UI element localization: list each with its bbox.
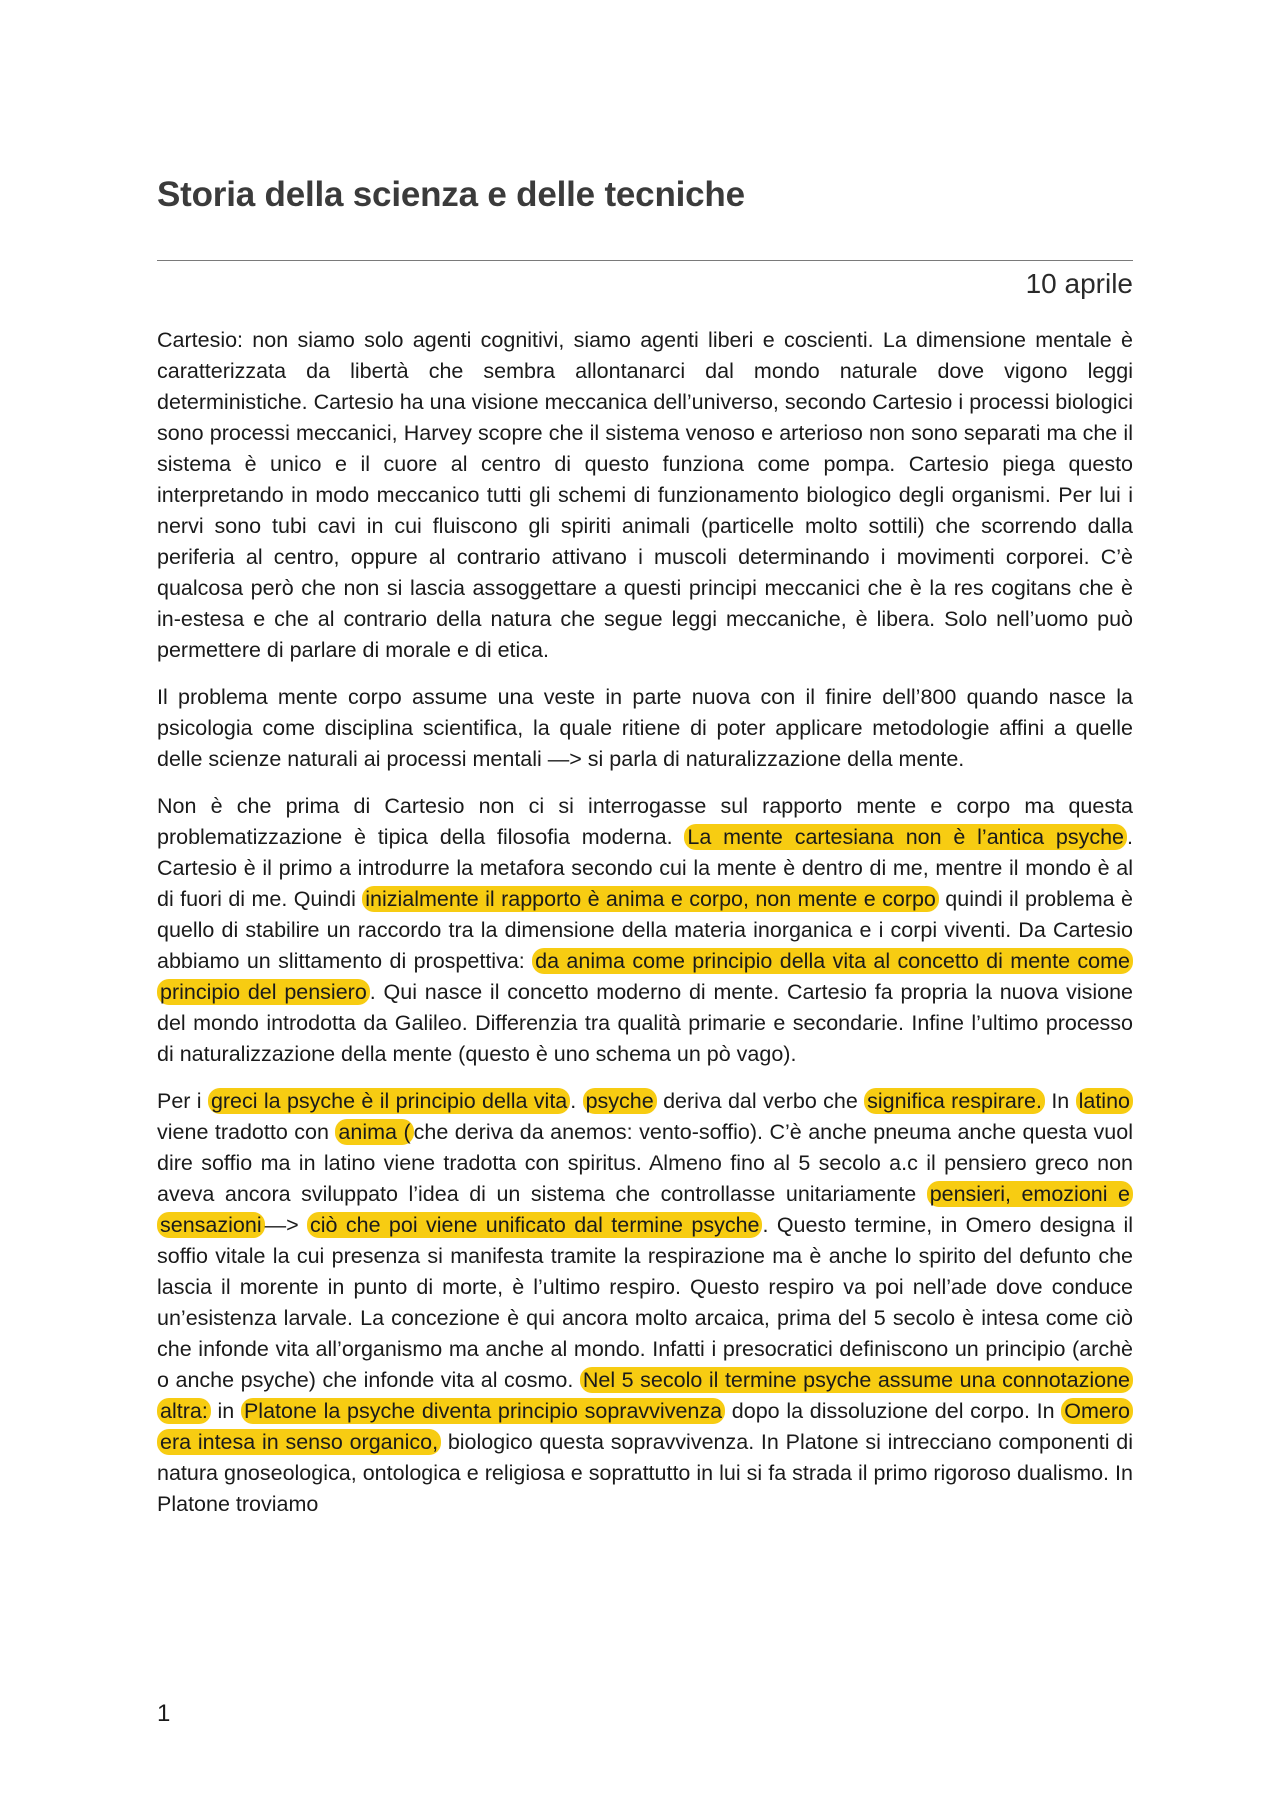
- text-run: viene tradotto con: [157, 1120, 336, 1144]
- text-run: dopo la dissoluzione del corpo. In: [725, 1399, 1062, 1423]
- paragraph: [157, 325, 1133, 666]
- lecture-date: 10 aprile: [1025, 268, 1133, 299]
- highlighted-text: ciò che poi viene unificato dal termine psyche: [307, 1212, 762, 1238]
- text-run: . Cartesio è il primo a introdurre la metafora secondo cui la mente è dentro di me, mentre il mondo è al di fuori di me. Quindi: [157, 825, 1133, 911]
- paragraph: [157, 1086, 1133, 1520]
- highlighted-text: latino: [1076, 1088, 1133, 1114]
- highlighted-text: inizialmente il rapporto è anima e corpo, non mente e corpo: [362, 886, 939, 912]
- highlighted-text: Nel 5 secolo il termine psyche assume una connotazione altra:: [157, 1367, 1133, 1424]
- highlighted-text: pensieri, emozioni e sensazioni: [157, 1181, 1133, 1238]
- text-run: —>: [264, 1213, 308, 1237]
- highlighted-text: psyche: [583, 1088, 657, 1114]
- title-divider: [157, 260, 1133, 261]
- highlighted-text: Platone la psyche diventa principio sopravvivenza: [241, 1398, 725, 1424]
- text-run: deriva dal verbo che: [656, 1089, 865, 1113]
- text-run: biologico questa sopravvivenza. In Platone si intrecciano componenti di natura gnoseologica, ontologica e religiosa e soprattutto in lui si fa strada il primo rigoroso dualismo. In Platone troviamo: [157, 1430, 1133, 1516]
- highlighted-text: Omero era intesa in senso organico,: [157, 1398, 1133, 1455]
- paragraph: [157, 682, 1133, 775]
- highlighted-text: significa respirare.: [864, 1088, 1045, 1114]
- text-run: Il problema mente corpo assume una veste in parte nuova con il finire dell’800 quando nasce la psicologia come disciplina scientifica, la quale ritiene di poter applicare metodologie affini a quelle delle scienze naturali ai processi mentali —> si parla di naturalizzazione della mente.: [157, 685, 1133, 771]
- paragraph: [157, 791, 1133, 1070]
- highlighted-text: La mente cartesiana non è l’antica psyche: [684, 824, 1127, 850]
- text-run: In: [1044, 1089, 1076, 1113]
- text-run: Non è che prima di Cartesio non ci si interrogasse sul rapporto mente e corpo ma questa problematizzazione è tipica della filosofia moderna.: [157, 794, 1133, 849]
- text-run: Cartesio: non siamo solo agenti cognitivi, siamo agenti liberi e coscienti. La dimensione mentale è caratterizzata da libertà che sembra allontanarci dal mondo naturale dove vigono leggi deterministiche. Cartesio ha una visione meccanica dell’universo, secondo Cartesio i processi biologici sono processi meccanici, Harvey scopre che il sistema venoso e arterioso non sono separati ma che il sistema è unico e il cuore al centro di questo funziona come pompa. Cartesio piega questo interpretando in modo meccanico tutti gli schemi di funzionamento biologico degli organismi. Per lui i nervi sono tubi cavi in cui fluiscono gli spiriti animali (particelle molto sottili) che scorrendo dalla periferia al centro, oppure al contrario attivano i muscoli determinando i movimenti corporei. C’è qualcosa però che non si lascia assoggettare a questi principi meccanici che è la res cogitans che è in-estesa e che al contrario della natura che segue leggi meccaniche, è libera. Solo nell’uomo può permettere di parlare di morale e di etica.: [157, 328, 1133, 662]
- text-run: quindi il problema è quello di stabilire un raccordo tra la dimensione della materia inorganica e i corpi viventi. Da Cartesio abbiamo un slittamento di prospettiva:: [157, 887, 1133, 973]
- text-run: . Qui nasce il concetto moderno di mente. Cartesio fa propria la nuova visione del mondo introdotta da Galileo. Differenzia tra qualità primarie e secondarie. Infine l’ultimo processo di naturalizzazione della mente (questo è uno schema un pò vago).: [157, 980, 1133, 1066]
- highlighted-text: da anima come principio della vita al concetto di mente come principio del pensiero: [157, 948, 1133, 1005]
- text-run: .: [570, 1089, 583, 1113]
- document-body: [157, 325, 1133, 1536]
- highlighted-text: greci la psyche è il principio della vita: [208, 1088, 570, 1114]
- highlighted-text: anima (: [335, 1119, 413, 1145]
- text-run: Per i: [157, 1089, 208, 1113]
- text-run: . Questo termine, in Omero designa il soffio vitale la cui presenza si manifesta tramite la respirazione ma è anche lo spirito del defunto che lascia il morente in punto di morte, è l’ultimo respiro. Questo respiro va poi nell’ade dove conduce un’esistenza larvale. La concezione è qui ancora molto arcaica, prima del 5 secolo è intesa come ciò che infonde vita all’organismo ma anche al mondo. Infatti i presocratici definiscono un principio (archè o anche psyche) che infonde vita al cosmo.: [157, 1213, 1133, 1392]
- text-run: che deriva da anemos: vento-soffio). C’è anche pneuma anche questa vuol dire soffio ma in latino viene tradotta con spiritus. Almeno fino al 5 secolo a.c il pensiero greco non aveva ancora sviluppato l’idea di un sistema che controllasse unitariamente: [157, 1120, 1133, 1206]
- page-title: Storia della scienza e delle tecniche: [157, 175, 745, 214]
- text-run: in: [210, 1399, 241, 1423]
- page-number: 1: [157, 1700, 171, 1727]
